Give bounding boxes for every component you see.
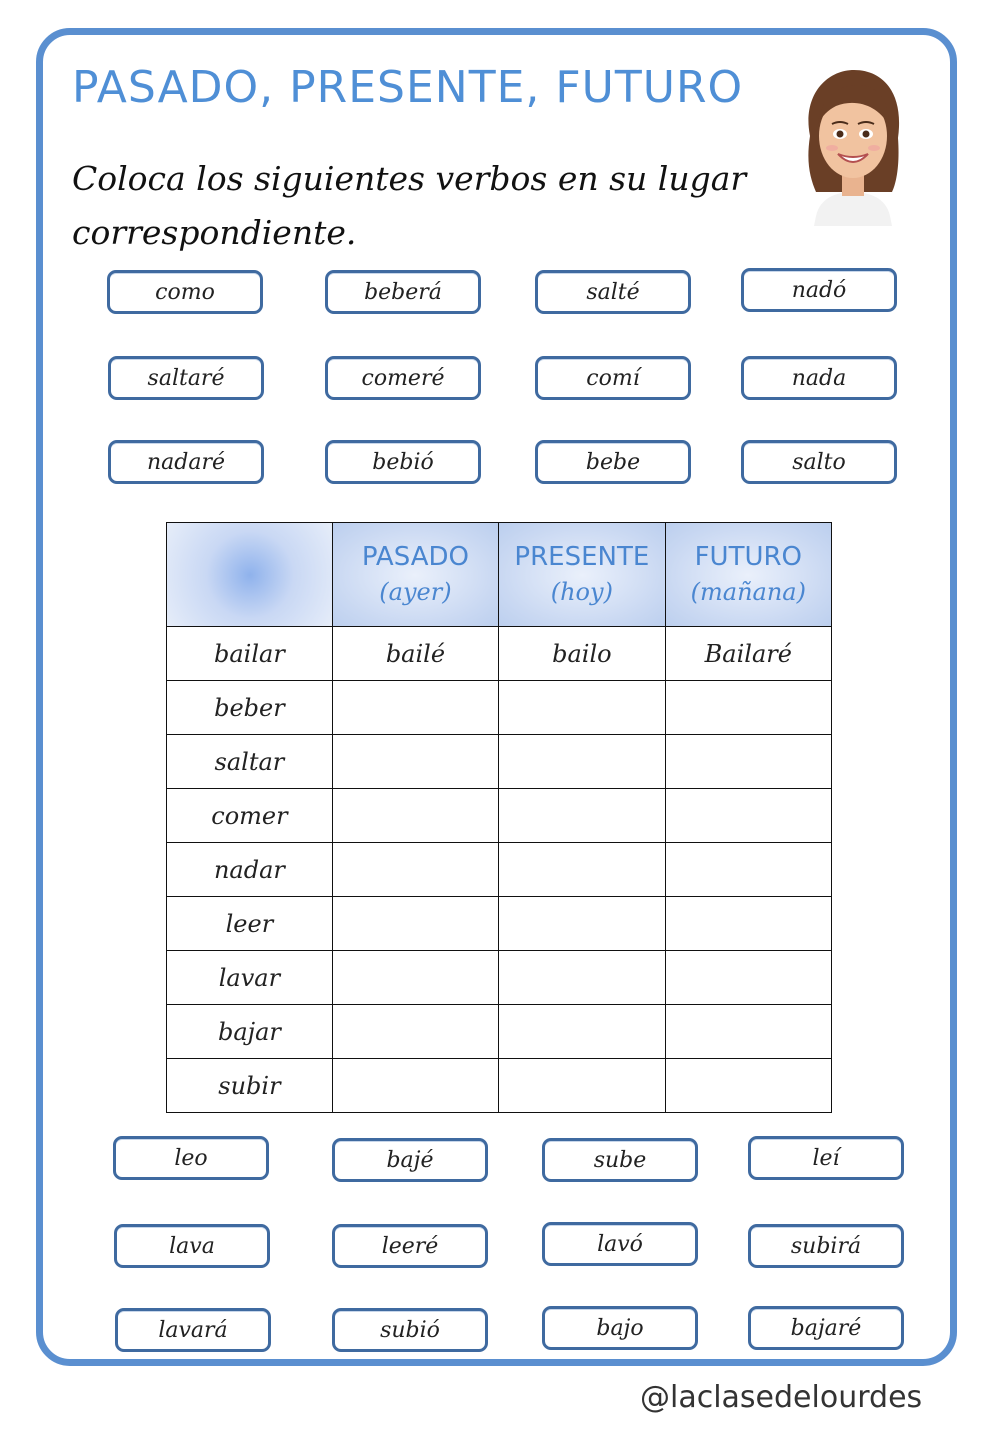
future-drop-cell[interactable] xyxy=(665,843,831,897)
page-title: PASADO, PRESENTE, FUTURO xyxy=(72,62,744,113)
table-header-row xyxy=(167,523,832,627)
word-chip[interactable]: nada xyxy=(741,356,897,400)
verb-cell: bailar xyxy=(167,627,333,681)
word-chip[interactable]: leo xyxy=(113,1136,269,1180)
table-row xyxy=(167,627,832,681)
word-chip[interactable]: beberá xyxy=(325,270,481,314)
word-chip[interactable]: lava xyxy=(114,1224,270,1268)
teacher-avatar xyxy=(796,66,908,226)
present-drop-cell[interactable]: bailo xyxy=(499,627,666,681)
verb-cell: nadar xyxy=(167,843,333,897)
word-chip[interactable]: comí xyxy=(535,356,691,400)
word-chip[interactable]: subió xyxy=(332,1308,488,1352)
word-chip[interactable]: salto xyxy=(741,440,897,484)
header-label: PASADO xyxy=(361,541,469,572)
table-row xyxy=(167,843,832,897)
table-row xyxy=(167,789,832,843)
future-drop-cell[interactable] xyxy=(665,1059,831,1113)
word-chip[interactable]: nadaré xyxy=(108,440,264,484)
past-drop-cell[interactable] xyxy=(332,735,498,789)
verb-cell: leer xyxy=(167,897,333,951)
future-drop-cell[interactable] xyxy=(665,681,831,735)
header-label: PRESENTE xyxy=(514,541,650,572)
table-row xyxy=(167,735,832,789)
past-drop-cell[interactable] xyxy=(332,951,498,1005)
verb-table xyxy=(166,522,832,1113)
table-row xyxy=(167,681,832,735)
past-drop-cell[interactable] xyxy=(332,1059,498,1113)
verb-cell: saltar xyxy=(167,735,333,789)
word-chip[interactable]: lavará xyxy=(115,1308,271,1352)
future-drop-cell[interactable] xyxy=(665,951,831,1005)
verb-cell: bajar xyxy=(167,1005,333,1059)
instruction-text: Coloca los siguientes verbos en su lugar correspondiente. xyxy=(72,159,747,252)
past-drop-cell[interactable] xyxy=(332,681,498,735)
present-drop-cell[interactable] xyxy=(499,735,666,789)
header-presente xyxy=(499,523,666,627)
verb-cell: beber xyxy=(167,681,333,735)
future-drop-cell[interactable]: Bailaré xyxy=(665,627,831,681)
word-chip[interactable]: comeré xyxy=(325,356,481,400)
word-chip[interactable]: salté xyxy=(535,270,691,314)
present-drop-cell[interactable] xyxy=(499,843,666,897)
verb-cell: lavar xyxy=(167,951,333,1005)
past-drop-cell[interactable] xyxy=(332,789,498,843)
past-drop-cell[interactable] xyxy=(332,897,498,951)
header-pasado xyxy=(332,523,498,627)
future-drop-cell[interactable] xyxy=(665,789,831,843)
word-chip[interactable]: subirá xyxy=(748,1224,904,1268)
header-label: FUTURO xyxy=(694,541,803,572)
table-row xyxy=(167,1005,832,1059)
present-drop-cell[interactable] xyxy=(499,951,666,1005)
author-credit: @laclasedelourdes xyxy=(640,1380,923,1415)
word-chip[interactable]: bajé xyxy=(332,1138,488,1182)
past-drop-cell[interactable]: bailé xyxy=(332,627,498,681)
word-chip[interactable]: saltaré xyxy=(108,356,264,400)
past-drop-cell[interactable] xyxy=(332,843,498,897)
present-drop-cell[interactable] xyxy=(499,789,666,843)
verb-cell: subir xyxy=(167,1059,333,1113)
word-chip[interactable]: bebió xyxy=(325,440,481,484)
table-row xyxy=(167,1059,832,1113)
future-drop-cell[interactable] xyxy=(665,897,831,951)
header-sublabel: (ayer) xyxy=(379,577,452,606)
word-chip[interactable]: bebe xyxy=(535,440,691,484)
present-drop-cell[interactable] xyxy=(499,1005,666,1059)
word-chip[interactable]: bajo xyxy=(542,1306,698,1350)
header-sublabel: (hoy) xyxy=(550,577,613,606)
present-drop-cell[interactable] xyxy=(499,897,666,951)
present-drop-cell[interactable] xyxy=(499,1059,666,1113)
word-chip[interactable]: leí xyxy=(748,1136,904,1180)
verb-cell: comer xyxy=(167,789,333,843)
word-chip[interactable]: sube xyxy=(542,1138,698,1182)
future-drop-cell[interactable] xyxy=(665,1005,831,1059)
word-chip[interactable]: bajaré xyxy=(748,1306,904,1350)
header-sublabel: (mañana) xyxy=(690,577,806,606)
past-drop-cell[interactable] xyxy=(332,1005,498,1059)
header-futuro xyxy=(665,523,831,627)
table-row xyxy=(167,897,832,951)
future-drop-cell[interactable] xyxy=(665,735,831,789)
word-chip[interactable]: como xyxy=(107,270,263,314)
word-chip[interactable]: nadó xyxy=(741,268,897,312)
table-corner-cell xyxy=(167,523,333,627)
word-chip[interactable]: lavó xyxy=(542,1222,698,1266)
table-row xyxy=(167,951,832,1005)
present-drop-cell[interactable] xyxy=(499,681,666,735)
word-chip[interactable]: leeré xyxy=(332,1224,488,1268)
